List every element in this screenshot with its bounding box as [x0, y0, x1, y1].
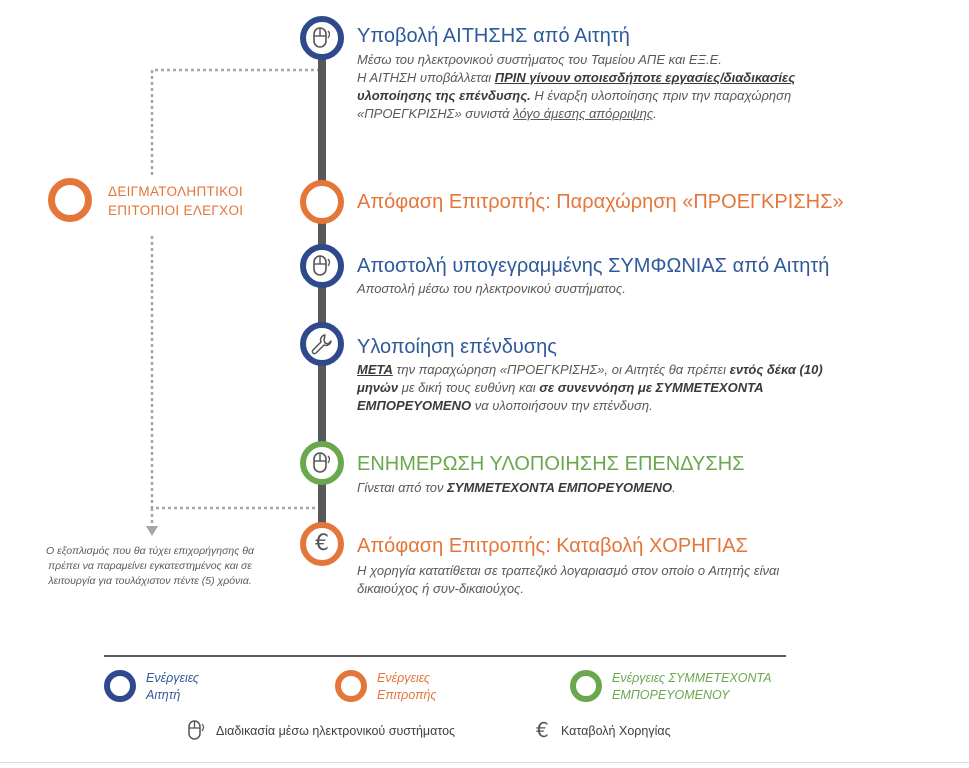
- step-2-marker: [300, 180, 344, 224]
- step-3-marker: [300, 244, 344, 288]
- mouse-icon: [311, 254, 333, 278]
- legend-committee-circle: [335, 670, 367, 702]
- step-6-title: Απόφαση Επιτροπής: Καταβολή ΧΟΡΗΓΙΑΣ: [357, 535, 748, 557]
- legend-grant-payment-label: Καταβολή Χορηγίας: [561, 724, 671, 738]
- euro-icon: €: [315, 531, 329, 556]
- step-5-description: Γίνεται από τον ΣΥΜΜΕΤΕΧΟΝΤΑ ΕΜΠΟΡΕΥΟΜΕΝΟ.: [357, 480, 676, 495]
- legend-divider: [104, 655, 786, 657]
- sampling-checks-circle: [48, 178, 92, 222]
- step-4-title: Υλοποίηση επένδυσης: [357, 336, 557, 358]
- step-1-description: Μέσω του ηλεκτρονικού συστήματος του Ταμείου ΑΠΕ και ΕΞ.Ε. Η ΑΙΤΗΣΗ υποβάλλεται ΠΡΙΝ γίνουν οποιεσδήποτε εργασίες/διαδικασίες υλοποίησης της επένδυσης. Η έναρξη υλοποίησης πριν την παραχώρηση «ΠΡΟΕΓΚΡΙΣΗΣ» συνιστά λόγο άμεσης απόρριψης.: [357, 52, 796, 121]
- mouse-icon: [311, 451, 333, 475]
- step-5-marker: [300, 441, 344, 485]
- legend-online-process-label: Διαδικασία μέσω ηλεκτρονικού συστήματος: [216, 724, 456, 738]
- step-5-title: ΕΝΗΜΕΡΩΣΗ ΥΛΟΠΟΙΗΣΗΣ ΕΠΕΝΔΥΣΗΣ: [357, 453, 745, 475]
- legend-participant-circle: [570, 670, 602, 702]
- legend-applicant-circle: [104, 670, 136, 702]
- step-4-description: ΜΕΤΑ την παραχώρηση «ΠΡΟΕΓΚΡΙΣΗΣ», οι Αιτητές θα πρέπει εντός δέκα (10) μηνών με δική τους ευθύνη και σε συνεννόηση με ΣΥΜΜΕΤΕΧΟΝΤΑ ΕΜΠΟΡΕΥΟΜΕΝΟ να υλοποιήσουν την επένδυση.: [357, 362, 823, 413]
- legend-participant-label: Ενέργειες ΣΥΜΜΕΤΕΧΟΝΤΑ ΕΜΠΟΡΕΥΟΜΕΝΟΥ: [612, 671, 772, 702]
- wrench-icon: [310, 332, 334, 356]
- legend-committee-label: Ενέργειες Επιτροπής: [377, 671, 437, 702]
- euro-icon: €: [536, 718, 549, 742]
- step-6-marker: [300, 522, 344, 566]
- sampling-checks-label: ΔΕΙΓΜΑΤΟΛΗΠΤΙΚΟΙ ΕΠΙΤΟΠΙΟΙ ΕΛΕΓΧΟΙ: [108, 184, 244, 218]
- mouse-icon: [186, 720, 210, 742]
- mouse-icon: [311, 26, 333, 50]
- step-1-title: Υποβολή ΑΙΤΗΣΗΣ από Αιτητή: [357, 25, 630, 47]
- step-4-marker: [300, 322, 344, 366]
- step-1-marker: [300, 16, 344, 60]
- equipment-retention-note: Ο εξοπλισμός που θα τύχει επιχορήγησης θα πρέπει να παραμείνει εγκατεστημένος και σε λειτουργία για τουλάχιστον πέντε (5) χρόνια.: [46, 545, 254, 587]
- page-bottom-rule: [0, 762, 969, 763]
- step-2-title: Απόφαση Επιτροπής: Παραχώρηση «ΠΡΟΕΓΚΡΙΣΗΣ»: [357, 191, 844, 213]
- step-3-description: Αποστολή μέσω του ηλεκτρονικού συστήματος.: [357, 281, 626, 296]
- step-6-description: Η χορηγία κατατίθεται σε τραπεζικό λογαριασμό στον οποίο ο Αιτητής είναι δικαιούχος ή συν-δικαιούχος.: [357, 563, 780, 596]
- step-3-title: Αποστολή υπογεγραμμένης ΣΥΜΦΩΝΙΑΣ από Αιτητή: [357, 255, 830, 277]
- legend-applicant-label: Ενέργειες Αιτητή: [146, 671, 199, 702]
